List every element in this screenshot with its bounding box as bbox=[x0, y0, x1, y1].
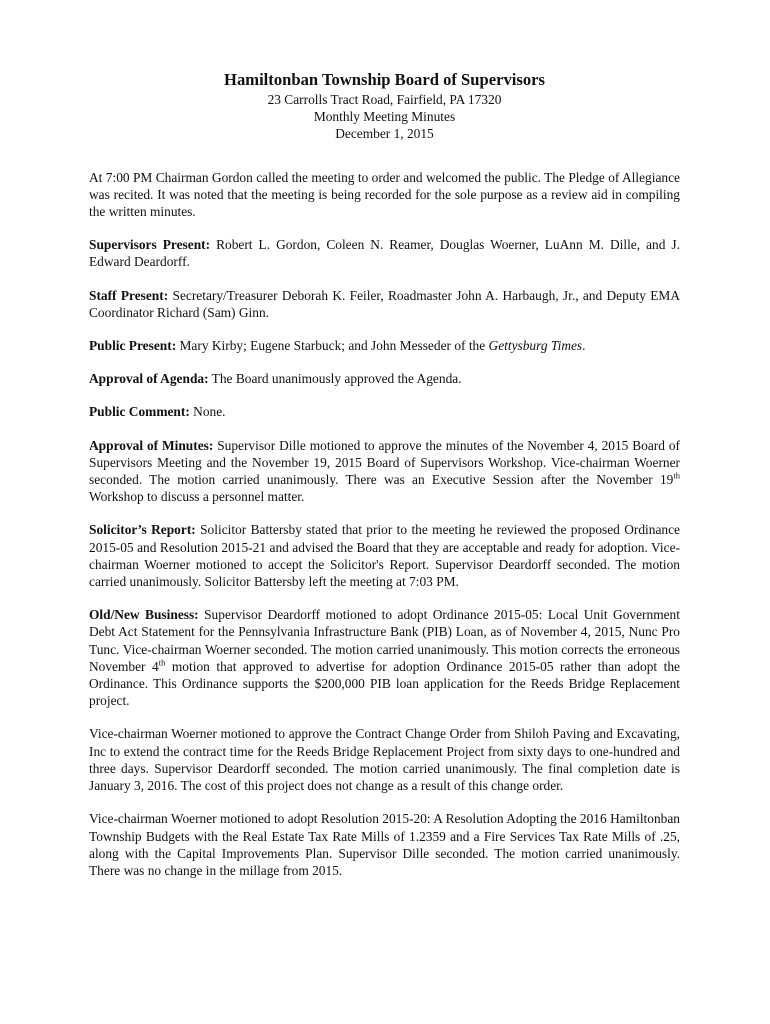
document-type: Monthly Meeting Minutes bbox=[313, 109, 456, 125]
approval-agenda-paragraph bbox=[89, 370, 680, 387]
approval-minutes-text-end: Workshop to discuss a personnel matter. bbox=[89, 489, 305, 505]
public-comment-text: None. bbox=[189, 404, 226, 420]
public-present-label: Public Present: bbox=[89, 338, 177, 354]
staff-present-text: Secretary/Treasurer Deborah K. Feiler, Roadmaster John A. Harbaugh, Jr., and Deputy EMA Coordinator Richard (Sam) Ginn. bbox=[89, 287, 680, 320]
staff-present-paragraph bbox=[89, 287, 680, 321]
budget-resolution-paragraph: Vice-chairman Woerner motioned to adopt Resolution 2015-20: A Resolution Adopting the 2016 Hamiltonban Township Budgets with the Real Estate Tax Rate Mills of 1.2359 and a Fire Services Tax Rate Mills of .25, along with the Capital Improvements Plan. Supervisor Dille seconded. The motion carried unanimously. There was no change in the millage from 2015. bbox=[89, 811, 680, 878]
change-order-paragraph: Vice-chairman Woerner motioned to approve the Contract Change Order from Shiloh Paving and Excavating, Inc to extend the contract time for the Reeds Bridge Replacement Project from sixty days to one-hundred and three days. Supervisor Deardorff seconded. The motion carried unanimously. The final completion date is January 3, 2016. The cost of this project does not change as a result of this change order. bbox=[89, 726, 680, 794]
township-address: 23 Carrolls Tract Road, Fairfield, PA 17320 bbox=[267, 92, 502, 107]
public-comment-paragraph bbox=[89, 403, 680, 420]
document-title: Hamiltonban Township Board of Supervisors bbox=[224, 70, 545, 89]
supervisors-present-label: Supervisors Present: bbox=[89, 237, 211, 253]
public-present-text: Mary Kirby; Eugene Starbuck; and John Messeder of the bbox=[176, 338, 489, 354]
supervisors-present-paragraph bbox=[89, 236, 680, 270]
old-new-business-superscript: th bbox=[158, 657, 166, 668]
old-new-business-label: Old/New Business: bbox=[89, 607, 199, 623]
approval-minutes-paragraph bbox=[89, 437, 680, 506]
minutes-page bbox=[89, 70, 680, 895]
public-comment-label: Public Comment: bbox=[89, 404, 190, 420]
approval-agenda-text: The Board unanimously approved the Agenda. bbox=[208, 371, 462, 387]
old-new-business-text-end: motion that approved to advertise for adoption Ordinance 2015-05 rather than adopt the Ordinance. This Ordinance supports the $200,000 PIB loan application for the Reeds Bridge Replacement project. bbox=[89, 658, 681, 709]
staff-present-label: Staff Present: bbox=[89, 287, 169, 303]
old-new-business-text: Supervisor Deardorff motioned to adopt Ordinance 2015-05: Local Unit Government Debt Act Statement for the Pennsylvania Infrastructure Bank (PIB) Loan, as of November 4, 2015, Nunc Pro Tunc. Vice-chairman Woerner seconded. The motion carried unanimously. This motion corrects the erroneous November 4 bbox=[89, 607, 680, 674]
intro-paragraph: At 7:00 PM Chairman Gordon called the meeting to order and welcomed the public. The Pledge of Allegiance was recited. It was noted that the meeting is being recorded for the sole purpose as a review aid in compiling the written minutes. bbox=[89, 169, 680, 220]
public-present-end: . bbox=[582, 338, 586, 354]
solicitor-report-paragraph bbox=[89, 521, 680, 590]
approval-minutes-label: Approval of Minutes: bbox=[89, 437, 214, 453]
supervisors-present-text: Robert L. Gordon, Coleen N. Reamer, Douglas Woerner, LuAnn M. Dille, and J. Edward Deardorff. bbox=[89, 237, 680, 270]
meeting-date: December 1, 2015 bbox=[335, 126, 434, 142]
approval-minutes-superscript: th bbox=[673, 470, 680, 481]
old-new-business-paragraph bbox=[89, 606, 680, 709]
public-present-paragraph bbox=[89, 337, 680, 354]
document-header bbox=[89, 70, 680, 143]
publication-name: Gettysburg Times bbox=[488, 338, 583, 354]
solicitor-report-text: Solicitor Battersby stated that prior to the meeting he reviewed the proposed Ordinance 2015-05 and Resolution 2015-21 and advised the Board that they are acceptable and ready for adoption. Vice-chairman Woerner motioned to accept the Solicitor's Report. Supervisor Deardorff seconded. The motion carried unanimously. Solicitor Battersby left the meeting at 7:03 PM. bbox=[89, 522, 681, 590]
approval-agenda-label: Approval of Agenda: bbox=[89, 371, 209, 387]
approval-minutes-text: Supervisor Dille motioned to approve the minutes of the November 4, 2015 Board of Supervisors Meeting and the November 19, 2015 Board of Supervisors Workshop. Vice-chairman Woerner seconded. The motion carried unanimously. There was an Executive Session after the November 19 bbox=[89, 437, 680, 488]
solicitor-report-label: Solicitor’s Report: bbox=[89, 522, 196, 538]
